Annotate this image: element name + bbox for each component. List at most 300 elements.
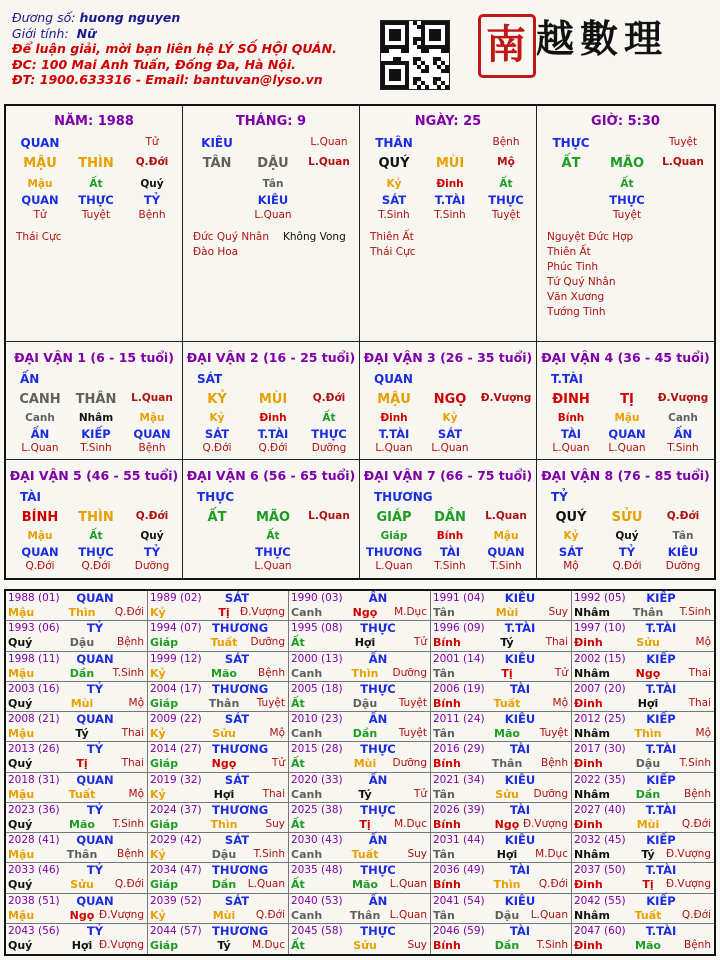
hidden-stem: Kỷ [386,178,402,190]
hidden-stage: Tuyệt [491,209,521,221]
year-branch: Mão [494,727,520,740]
hidden-stem: Mậu [27,530,53,542]
year-stem: Kỷ [150,848,166,861]
year-cell [431,682,572,712]
year-stem: Quý [8,878,33,891]
hidden-stem: Quý [140,178,164,190]
pillar-cell [183,106,360,342]
year-label: 2004 (17) [150,683,202,695]
year-stage: M.Dục [535,848,568,860]
year-stage: Tử [413,636,427,648]
year-cell [431,894,572,924]
year-cell [572,863,714,894]
year-label: 2005 (18) [291,683,343,695]
life-stage: Q.Đới [135,510,169,522]
hidden-stage: Dưỡng [134,560,170,572]
year-ten-god: SÁT [224,833,250,847]
earthly-branch: DẦN [434,510,466,525]
year-stem: Canh [291,848,323,861]
year-stem: Kỷ [150,606,166,619]
qr-code-icon[interactable] [380,20,450,90]
year-ten-god: TÀI [509,742,531,756]
hidden-stage: Tuyệt [81,209,111,221]
hidden-stem: Mậu [139,412,165,424]
year-stem: Đinh [574,697,603,710]
year-label: 2011 (24) [433,713,485,725]
year-branch: Dậu [635,757,661,770]
life-stage: Q.Đới [666,510,700,522]
special-star: Đức Quý Nhân [193,231,269,243]
year-branch: Mùi [495,606,519,619]
hidden-stage: T.Sinh [434,209,466,221]
hidden-stage: L.Quan [254,560,292,572]
year-ten-god: KIẾP [646,591,676,605]
year-ten-god: THỰC [360,682,396,696]
dai-van-title: ĐẠI VẬN 5 (46 - 55 tuổi) [9,468,179,483]
year-branch: Ngọ [635,667,661,680]
year-stem: Nhâm [574,727,610,740]
heavenly-stem: GIÁP [376,510,412,525]
void-star: Không Vong [283,231,346,243]
year-label: 2023 (36) [8,804,60,816]
year-branch: Mão [352,878,378,891]
year-ten-god: KIÊU [504,591,536,605]
hidden-stem: Đinh [436,178,464,190]
year-stage: Mộ [695,727,711,739]
year-ten-god: TÀI [509,863,531,877]
year-label: 2014 (27) [150,743,202,755]
earthly-branch: THÌN [78,156,114,171]
special-star: Nguyệt Đức Hợp [547,231,634,243]
name-line [12,10,337,26]
year-ten-god: KIÊU [504,652,536,666]
ten-god-label: TỶ [551,490,568,504]
year-label: 2037 (50) [574,864,626,876]
brand-logo: 越數理 [536,16,669,61]
ten-god-label: THƯƠNG [374,490,433,504]
year-cell [148,803,289,833]
pillar-cell [6,106,183,342]
hidden-ten-god: THƯƠNG [366,545,423,559]
hidden-stem: Quý [140,530,164,542]
earthly-branch: MÙI [258,392,288,407]
year-cell [572,894,714,924]
year-label: 2017 (30) [574,743,626,755]
year-cell [572,621,714,652]
year-stage: Bệnh [117,848,144,860]
year-cell [289,773,431,803]
year-cell [289,742,431,773]
hidden-stage: L.Quan [552,442,590,454]
year-label: 1999 (12) [150,653,202,665]
year-stem: Nhâm [574,909,610,922]
year-cell [572,803,714,833]
year-stage: Đ.Vượng [665,848,711,860]
year-stage: Q.Đới [681,909,711,921]
year-stage: Đ.Vượng [98,909,144,921]
year-stage: M.Dục [394,606,427,618]
phone-email-text[interactable]: ĐT: 1900.633316 - Email: bantuvan@lyso.vn [12,72,323,87]
year-cell [431,591,572,621]
year-ten-god: QUAN [76,833,114,847]
year-stage: Bệnh [684,788,711,800]
hidden-stage: T.Sinh [80,442,112,454]
year-ten-god: TỶ [86,621,104,635]
dai-van-cell [537,342,714,460]
year-label: 2000 (13) [291,653,343,665]
hidden-stage: L.Quan [375,560,413,572]
year-stem: Tân [433,848,455,861]
dai-van-title: ĐẠI VẬN 6 (56 - 65 tuổi) [186,468,356,483]
ten-god-label: TÀI [20,490,42,504]
special-star: Văn Xương [547,291,605,303]
year-label: 1990 (03) [291,592,343,604]
year-label: 2046 (59) [433,925,485,937]
year-stage: Tuyệt [398,727,427,739]
year-label: 2031 (44) [433,834,485,846]
hidden-ten-god: T.TÀI [378,427,410,441]
hidden-ten-god: QUAN [608,427,646,441]
year-cell [6,924,148,954]
year-ten-god: TỶ [86,863,104,877]
ten-god-label: KIÊU [201,136,233,150]
year-cell [148,652,289,682]
ten-god-label: Tử [145,136,159,148]
earthly-branch: SỬU [611,510,643,525]
hidden-ten-god: TỶ [143,193,161,207]
hidden-ten-god: KIÊU [667,545,699,559]
year-stage: T.Sinh [112,818,144,830]
year-cell [572,652,714,682]
year-cell [289,924,431,954]
year-stem: Canh [291,727,323,740]
hidden-stage: L.Quan [431,442,469,454]
year-ten-god: ẤN [368,712,388,726]
year-stem: Ất [291,636,305,649]
hidden-ten-god: T.TÀI [257,427,289,441]
year-ten-god: T.TÀI [504,621,536,635]
pillar-cell [537,106,714,342]
year-stem: Tân [433,788,455,801]
year-ten-god: T.TÀI [645,742,677,756]
year-stage: Q.Đới [538,878,568,890]
dai-van-cell [6,342,183,460]
year-branch: Sửu [212,727,236,740]
year-cell [6,652,148,682]
dai-van-title: ĐẠI VẬN 4 (36 - 45 tuổi) [541,350,710,365]
year-label: 2047 (60) [574,925,626,937]
year-cell [6,803,148,833]
hidden-ten-god: SÁT [437,427,463,441]
year-branch: Tị [501,667,513,680]
year-stem: Giáp [150,757,179,770]
hidden-ten-god: QUAN [21,545,59,559]
year-label: 2019 (32) [150,774,202,786]
dai-van-cell [360,460,537,578]
year-ten-god: THƯƠNG [212,682,269,696]
special-star: Thái Cực [16,231,62,243]
year-cell [431,652,572,682]
year-branch: Dậu [352,697,378,710]
year-stage: Thai [262,788,285,800]
year-branch: Hợi [496,848,518,861]
year-label: 2036 (49) [433,864,485,876]
hidden-stage: Q.Đới [81,560,111,572]
hidden-stem: Kỷ [442,412,458,424]
year-stage: Dưỡng [533,788,568,800]
year-branch: Tý [217,939,231,952]
hidden-stem: Tân [262,178,284,190]
year-stem: Ất [291,878,305,891]
dai-van-cell [183,342,360,460]
year-label: 1991 (04) [433,592,485,604]
year-cell [6,742,148,773]
hidden-stage: Q.Đới [612,560,642,572]
heavenly-stem: QUÝ [555,510,587,525]
year-ten-god: QUAN [76,712,114,726]
hidden-stage: Dưỡng [311,442,347,454]
hidden-stage: Q.Đới [25,560,55,572]
hidden-stem: Tân [672,530,694,542]
year-label: 2025 (38) [291,804,343,816]
year-label: 2013 (26) [8,743,60,755]
year-cell [289,863,431,894]
year-cell [572,833,714,863]
year-ten-god: THỰC [360,803,396,817]
hidden-ten-god: THỰC [609,193,645,207]
year-label: 2030 (43) [291,834,343,846]
year-stage: Tử [554,667,568,679]
year-label: 1996 (09) [433,622,485,634]
year-stage: Tuyệt [256,697,285,709]
year-branch: Mùi [212,909,236,922]
hidden-ten-god: TÀI [560,427,582,441]
life-stage: Đ.Vượng [657,392,709,404]
year-cell [289,894,431,924]
year-ten-god: THƯƠNG [212,924,269,938]
year-label: 2027 (40) [574,804,626,816]
year-label: 2028 (41) [8,834,60,846]
year-ten-god: SÁT [224,652,250,666]
life-stage: Q.Đới [312,392,346,404]
year-ten-god: KIÊU [504,773,536,787]
year-branch: Mão [211,667,237,680]
year-branch: Tý [358,788,372,801]
year-branch: Tuất [68,788,96,801]
year-ten-god: THỰC [360,924,396,938]
year-cell [148,833,289,863]
year-cell [148,894,289,924]
year-ten-god: TÀI [509,682,531,696]
hidden-stem: Ất [620,178,634,190]
year-stage: Dưỡng [250,636,285,648]
year-branch: Tị [359,818,371,831]
hidden-stage: T.Sinh [378,209,410,221]
hidden-stem: Kỷ [563,530,579,542]
year-branch: Hợi [71,939,93,952]
year-stage: Q.Đới [114,878,144,890]
year-cell [148,712,289,742]
hidden-ten-god: TỶ [618,545,636,559]
dai-van-cell [537,460,714,578]
hidden-ten-god: THỰC [488,193,524,207]
year-stem: Tân [433,667,455,680]
year-ten-god: T.TÀI [645,621,677,635]
year-label: 2043 (56) [8,925,60,937]
year-label: 2032 (45) [574,834,626,846]
name-value: huong nguyen [79,10,181,25]
special-stars-list [16,230,62,245]
year-stage: Q.Đới [255,909,285,921]
year-branch: Thìn [634,727,662,740]
year-cell [431,863,572,894]
year-label: 1988 (01) [8,592,60,604]
year-ten-god: TỶ [86,742,104,756]
heavenly-stem: ẤT [207,510,227,525]
year-stem: Giáp [150,878,179,891]
year-stem: Nhâm [574,848,610,861]
year-stem: Ất [291,697,305,710]
year-ten-god: TÀI [509,803,531,817]
year-cell [148,742,289,773]
year-label: 2045 (58) [291,925,343,937]
hidden-stem: Ất [266,530,280,542]
special-star: Thái Cực [370,246,416,258]
year-stage: Thai [545,636,568,648]
year-label: 2012 (25) [574,713,626,725]
year-label: 2022 (35) [574,774,626,786]
hidden-ten-god: TÀI [439,545,461,559]
hidden-ten-god: T.TÀI [434,193,466,207]
year-stem: Quý [8,939,33,952]
year-stem: Kỷ [150,667,166,680]
hidden-stem: Ất [89,178,103,190]
year-stage: Dưỡng [392,757,427,769]
hidden-stem: Nhâm [78,412,114,424]
name-label: Đương số: [12,10,76,25]
year-cell [431,803,572,833]
year-branch: Thìn [210,818,238,831]
hidden-stage: T.Sinh [490,560,522,572]
year-stem: Quý [8,636,33,649]
year-cell [431,833,572,863]
dai-van-title: ĐẠI VẬN 7 (66 - 75 tuổi) [363,468,533,483]
hidden-stage: Tử [33,209,47,221]
year-ten-god: THỰC [360,742,396,756]
year-stage: Mộ [552,697,568,709]
heavenly-stem: ẤT [561,156,581,171]
year-stem: Giáp [150,636,179,649]
year-stem: Đinh [574,818,603,831]
gender-line [12,26,337,42]
special-star: Phúc Tinh [547,261,599,273]
pillar-title: GIỜ: 5:30 [591,114,660,129]
earthly-branch: THÌN [78,510,114,525]
year-ten-god: THƯƠNG [212,803,269,817]
year-stem: Kỷ [150,727,166,740]
year-branch: Tý [500,636,514,649]
year-ten-god: KIẾP [646,833,676,847]
year-cell [6,591,148,621]
year-cell [289,833,431,863]
year-stem: Tân [433,606,455,619]
year-cell [148,924,289,954]
year-stem: Đinh [574,939,603,952]
year-branch: Mùi [70,697,94,710]
year-branch: Tuất [493,697,521,710]
year-branch: Hợi [213,788,235,801]
ten-god-label: ẤN [20,372,40,386]
year-branch: Tuất [210,636,238,649]
hidden-ten-god: KIÊU [257,193,289,207]
hidden-stem: Đinh [259,412,287,424]
heavenly-stem: MẬU [23,156,57,171]
year-stage: M.Dục [394,818,427,830]
year-ten-god: TỶ [86,803,104,817]
hidden-ten-god: SÁT [381,193,407,207]
year-ten-god: KIÊU [504,712,536,726]
hidden-ten-god: QUAN [487,545,525,559]
year-stem: Đinh [574,878,603,891]
year-cell [431,621,572,652]
year-stem: Mậu [8,727,35,740]
earthly-branch: THÂN [75,392,117,407]
hidden-stem: Giáp [380,530,408,542]
hidden-ten-god: THỰC [255,545,291,559]
year-stage: Bệnh [258,667,285,679]
hidden-stem: Bính [436,530,464,542]
year-ten-god: THỰC [360,621,396,635]
earthly-branch: NGỌ [433,392,467,407]
year-ten-god: THƯƠNG [212,742,269,756]
hidden-ten-god: SÁT [204,427,230,441]
year-cell [289,591,431,621]
hidden-stage: T.Sinh [434,560,466,572]
year-ten-god: SÁT [224,591,250,605]
year-stage: Tử [413,788,427,800]
year-stem: Mậu [8,788,35,801]
year-stem: Mậu [8,909,35,922]
year-label: 2002 (15) [574,653,626,665]
address-text: ĐC: 100 Mai Anh Tuấn, Đống Đa, Hà Nội. [12,56,296,72]
year-stage: L.Quan [247,878,285,890]
year-stage: Suy [548,606,568,618]
year-stage: Bệnh [541,757,568,769]
year-label: 2044 (57) [150,925,202,937]
year-ten-god: QUAN [76,591,114,605]
special-star: Tướng Tinh [547,306,606,318]
year-branch: Mão [635,939,661,952]
year-ten-god: ẤN [368,773,388,787]
year-ten-god: KIÊU [504,894,536,908]
ten-god-label: Tuyệt [668,136,698,148]
earthly-branch: MÃO [255,510,291,525]
year-cell [6,894,148,924]
year-stage: Bệnh [684,939,711,951]
pillar-cell [360,106,537,342]
hidden-stem: Ất [322,412,336,424]
dai-van-cell [6,460,183,578]
year-branch: Ngọ [494,818,520,831]
year-cell [289,803,431,833]
gender-value: Nữ [76,25,97,41]
year-stage: Đ.Vượng [98,939,144,951]
year-label: 2007 (20) [574,683,626,695]
year-label: 2024 (37) [150,804,202,816]
red-seal-logo: 南 [478,14,536,78]
year-ten-god: ẤN [368,894,388,908]
year-stem: Bính [433,878,461,891]
